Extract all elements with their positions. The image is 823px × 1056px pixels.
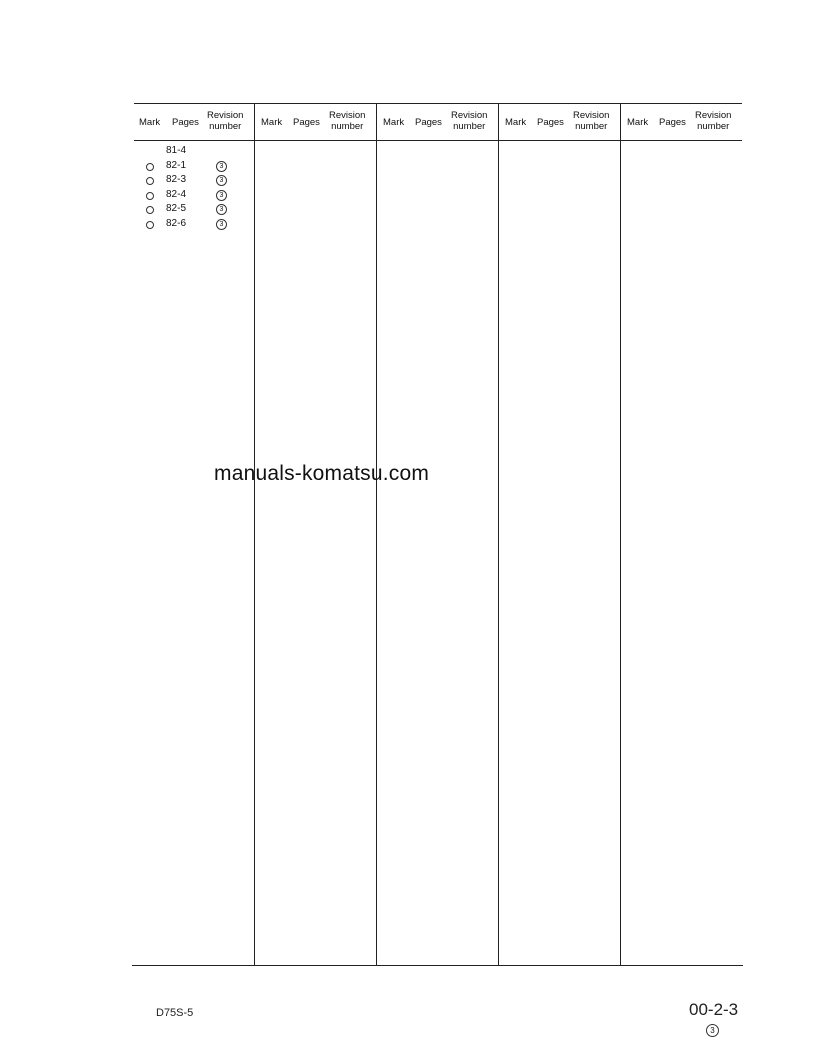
- page-number: 82-1: [166, 159, 187, 171]
- circle-mark-icon: [146, 192, 154, 200]
- header-pages: Pages: [659, 117, 686, 128]
- revision-badge: 3: [216, 161, 227, 172]
- header-mark: Mark: [505, 117, 527, 128]
- page-number-footer: 00-2-3: [689, 1000, 739, 1019]
- column-divider: [620, 104, 621, 966]
- header-group-3: [377, 104, 498, 140]
- page-number: 82-6: [166, 217, 187, 229]
- list-item: [134, 173, 254, 188]
- list-item: [134, 159, 254, 174]
- page-list: [134, 144, 254, 231]
- header-pages: Pages: [293, 117, 320, 128]
- revision-badge: 3: [216, 190, 227, 201]
- header-revision: Revision number: [329, 110, 366, 132]
- column-divider: [376, 104, 377, 966]
- circle-mark-icon: [146, 221, 154, 229]
- table-header: [134, 104, 742, 140]
- watermark-text: manuals-komatsu.com: [214, 462, 430, 485]
- revision-badge: 3: [216, 204, 227, 215]
- header-revision: Revision number: [573, 110, 610, 132]
- table-bottom-rule: [132, 965, 743, 966]
- header-mark: Mark: [261, 117, 283, 128]
- circle-mark-icon: [146, 163, 154, 171]
- header-revision: Revision number: [207, 110, 244, 132]
- circle-mark-icon: [146, 206, 154, 214]
- revision-badge: 3: [216, 175, 227, 186]
- circle-mark-icon: [146, 177, 154, 185]
- header-group-1: [134, 104, 254, 140]
- column-divider: [498, 104, 499, 966]
- header-pages: Pages: [172, 117, 199, 128]
- header-mark: Mark: [383, 117, 405, 128]
- table-header-rule: [134, 140, 742, 141]
- page-number: 82-5: [166, 203, 187, 214]
- page-number: 81-4: [166, 145, 187, 156]
- header-group-4: [499, 104, 620, 140]
- model-label: D75S-5: [156, 1007, 194, 1019]
- header-group-5: [621, 104, 742, 140]
- header-pages: Pages: [415, 117, 442, 128]
- column-divider: [254, 104, 255, 966]
- header-pages: Pages: [537, 117, 564, 128]
- revision-badge: 3: [216, 219, 227, 230]
- header-revision: Revision number: [695, 110, 732, 132]
- page-number: 82-4: [166, 188, 187, 200]
- list-item: [134, 217, 254, 232]
- list-item: [134, 144, 254, 159]
- header-group-2: [255, 104, 376, 140]
- header-revision: Revision number: [451, 110, 488, 132]
- list-item: [134, 202, 254, 217]
- page-number: 82-3: [166, 174, 187, 185]
- list-item: [134, 188, 254, 203]
- header-mark: Mark: [139, 117, 161, 128]
- header-mark: Mark: [627, 117, 649, 128]
- footer-revision-badge: 3: [706, 1024, 719, 1037]
